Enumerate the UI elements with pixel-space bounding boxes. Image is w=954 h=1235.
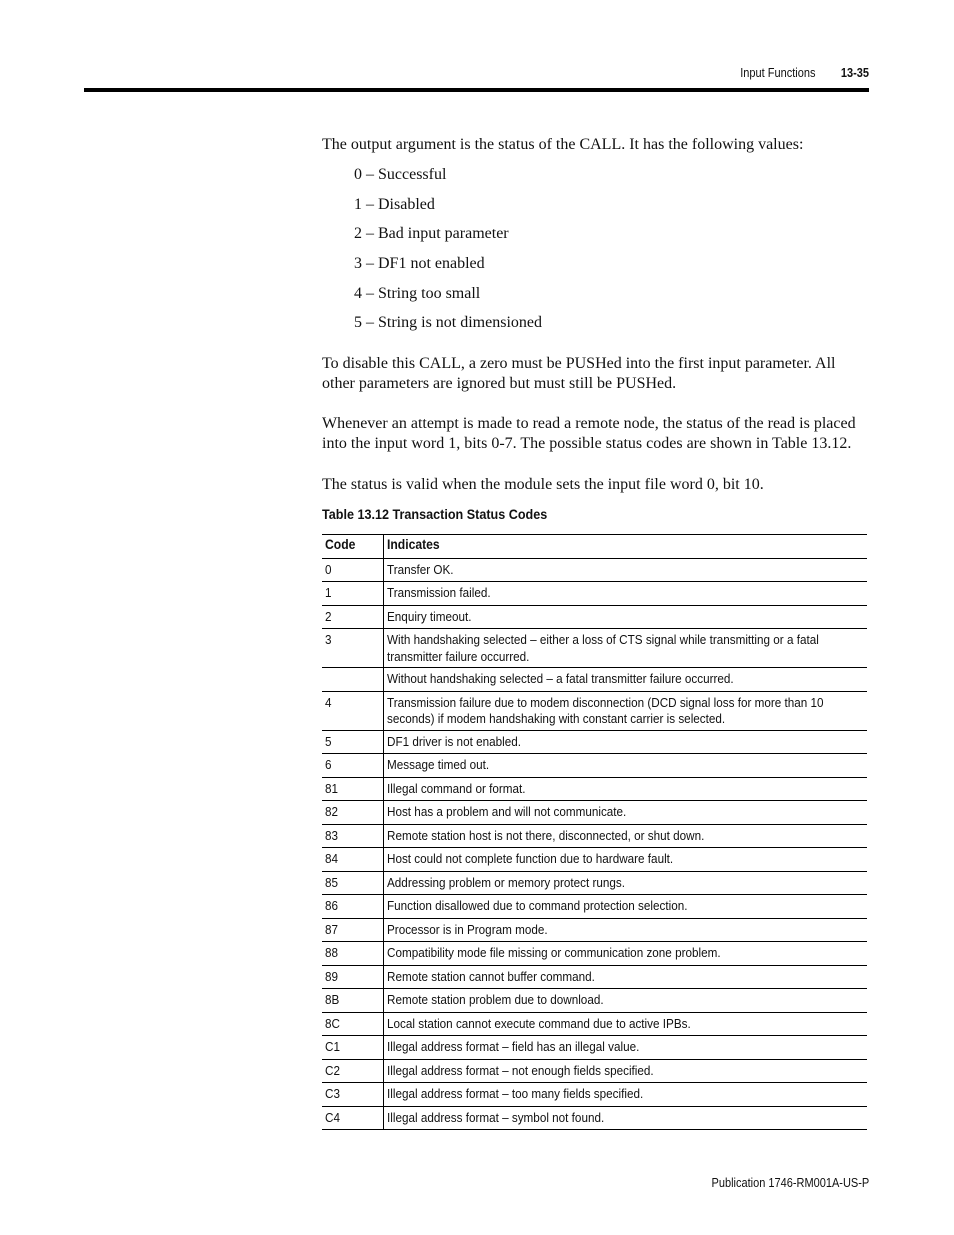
table-row (322, 1036, 867, 1060)
table-row (322, 871, 867, 895)
status-description-cell: Processor is in Program mode. (384, 918, 868, 942)
intro-paragraph: The output argument is the status of the CALL. It has the following values: (322, 136, 804, 153)
status-description-cell: Addressing problem or memory protect rungs. (384, 871, 868, 895)
status-valid-paragraph: The status is valid when the module sets the input file word 0, bit 10. (322, 476, 764, 493)
status-code-cell: 0 (322, 558, 384, 582)
table-row (322, 1059, 867, 1083)
status-code-cell: 2 (322, 605, 384, 629)
table-row (322, 824, 867, 848)
publication-footer: Publication 1746-RM001A-US-P (711, 1176, 869, 1190)
status-description-cell: Remote station cannot buffer command. (384, 965, 868, 989)
table-row (322, 668, 867, 692)
status-description-cell: Illegal address format – field has an illegal value. (384, 1036, 868, 1060)
status-description-cell: Transfer OK. (384, 558, 868, 582)
status-code-cell (322, 668, 384, 692)
status-description-cell: Local station cannot execute command due to active IPBs. (384, 1012, 868, 1036)
status-code-cell: 4 (322, 691, 384, 730)
transaction-status-table (322, 534, 867, 1130)
status-value-item: 3 – DF1 not enabled (354, 255, 485, 273)
disable-paragraph: To disable this CALL, a zero must be PUSHed into the first input parameter. All other parameters are ignored but must still be PUSHed. (322, 355, 836, 392)
table-row (322, 965, 867, 989)
table-row (322, 848, 867, 872)
column-header-code: Code (322, 535, 384, 559)
status-values-list (354, 165, 542, 343)
table-row (322, 918, 867, 942)
table-row (322, 1106, 867, 1130)
status-description-cell: Function disallowed due to command protection selection. (384, 895, 868, 919)
table-row (322, 777, 867, 801)
table-body (322, 558, 867, 1130)
status-code-cell: 83 (322, 824, 384, 848)
status-description-cell: DF1 driver is not enabled. (384, 730, 868, 754)
status-code-cell: 89 (322, 965, 384, 989)
status-code-cell: C4 (322, 1106, 384, 1130)
table-row (322, 942, 867, 966)
remote-read-paragraph: Whenever an attempt is made to read a remote node, the status of the read is placed into the input word 1, bits 0-7. The possible status codes are shown in Table 13.12. (322, 415, 856, 452)
status-code-cell: C2 (322, 1059, 384, 1083)
status-description-cell: Compatibility mode file missing or communication zone problem. (384, 942, 868, 966)
status-description-cell: Transmission failed. (384, 582, 868, 606)
table-row (322, 895, 867, 919)
table-row (322, 730, 867, 754)
status-description-cell: Host has a problem and will not communicate. (384, 801, 868, 825)
table-row (322, 801, 867, 825)
table-title: Table 13.12 Transaction Status Codes (322, 506, 548, 522)
header-page-number: 13-35 (840, 66, 869, 80)
status-value-item: 5 – String is not dimensioned (354, 314, 542, 332)
status-code-cell: C3 (322, 1083, 384, 1107)
status-code-cell: 81 (322, 777, 384, 801)
table-row (322, 691, 867, 730)
status-code-cell: 1 (322, 582, 384, 606)
status-code-cell: 87 (322, 918, 384, 942)
status-code-cell: C1 (322, 1036, 384, 1060)
status-description-cell: Illegal address format – too many fields specified. (384, 1083, 868, 1107)
table-row (322, 582, 867, 606)
status-code-cell: 8C (322, 1012, 384, 1036)
table-row (322, 629, 867, 668)
table-row (322, 1083, 867, 1107)
status-value-item: 1 – Disabled (354, 195, 435, 213)
status-code-cell: 3 (322, 629, 384, 668)
status-description-cell: Transmission failure due to modem disconnection (DCD signal loss for more than 10 seconds) if modem handshaking with constant carrier is selected. (384, 691, 868, 730)
page-header (84, 66, 869, 88)
column-header-indicates: Indicates (384, 535, 868, 559)
status-description-cell: Illegal address format – not enough fields specified. (384, 1059, 868, 1083)
status-code-cell: 5 (322, 730, 384, 754)
table-row (322, 754, 867, 778)
status-description-cell: Remote station problem due to download. (384, 989, 868, 1013)
table-row (322, 989, 867, 1013)
header-rule (84, 88, 869, 92)
status-description-cell: Enquiry timeout. (384, 605, 868, 629)
table-row (322, 1012, 867, 1036)
status-code-cell: 6 (322, 754, 384, 778)
table-row (322, 605, 867, 629)
status-description-cell: Host could not complete function due to hardware fault. (384, 848, 868, 872)
status-code-cell: 84 (322, 848, 384, 872)
status-code-cell: 8B (322, 989, 384, 1013)
status-description-cell: Remote station host is not there, disconnected, or shut down. (384, 824, 868, 848)
status-value-item: 0 – Successful (354, 166, 447, 183)
status-value-item: 4 – String too small (354, 284, 481, 302)
table-row (322, 558, 867, 582)
status-description-cell: Without handshaking selected – a fatal transmitter failure occurred. (384, 668, 868, 692)
status-code-cell: 88 (322, 942, 384, 966)
status-description-cell: Illegal command or format. (384, 777, 868, 801)
header-section-title: Input Functions (739, 66, 815, 80)
status-code-cell: 86 (322, 895, 384, 919)
status-value-item: 2 – Bad input parameter (354, 225, 509, 243)
status-description-cell: Illegal address format – symbol not found. (384, 1106, 868, 1130)
status-description-cell: Message timed out. (384, 754, 868, 778)
status-description-cell: With handshaking selected – either a loss of CTS signal while transmitting or a fatal transmitter failure occurred. (384, 629, 868, 668)
status-code-cell: 85 (322, 871, 384, 895)
table-header-row (322, 535, 867, 559)
status-code-cell: 82 (322, 801, 384, 825)
